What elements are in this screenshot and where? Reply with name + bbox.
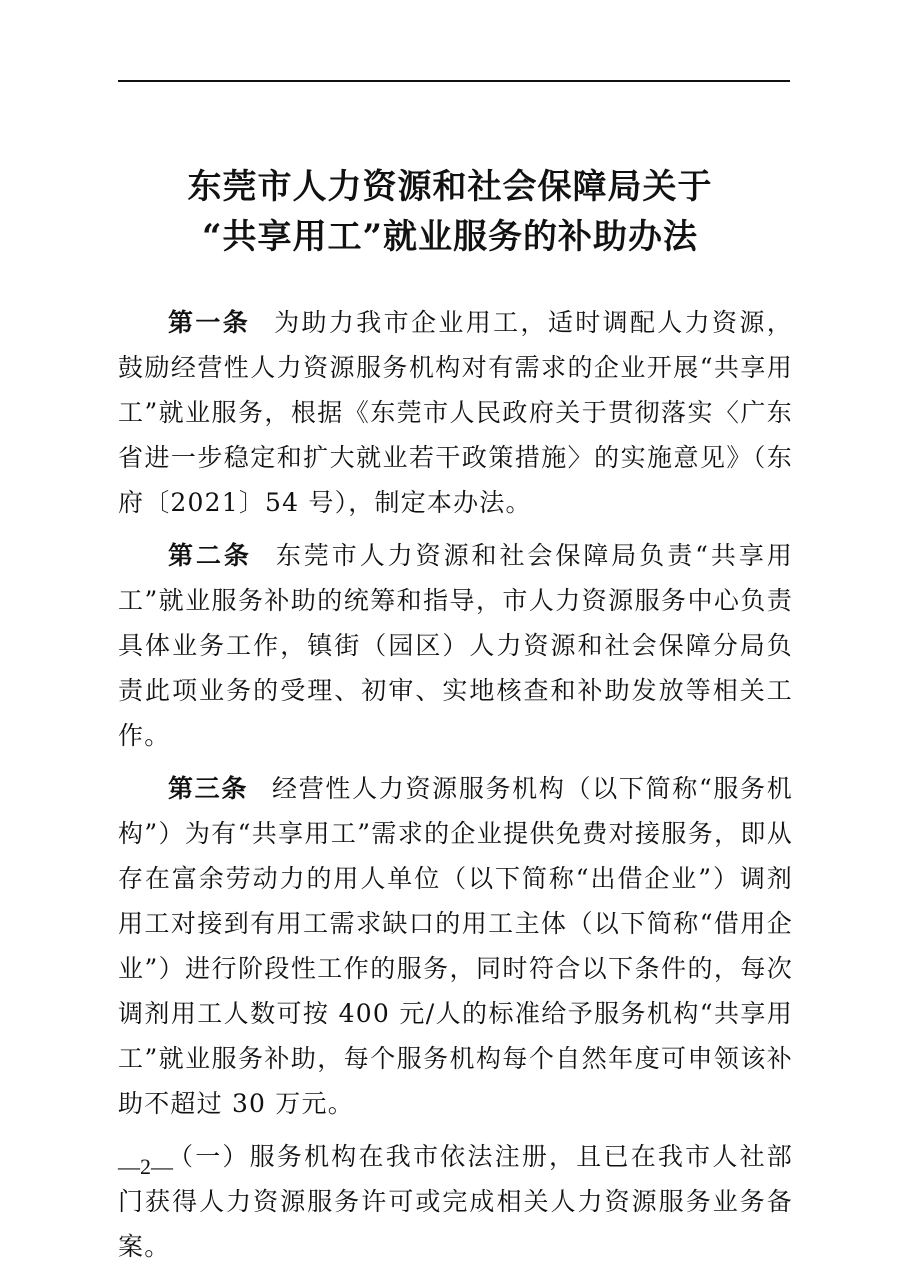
title-line-1: 东莞市人力资源和社会保障局关于 [187,167,713,207]
article-1-text: 为助力我市企业用工，适时调配人力资源，鼓励经营性人力资源服务机构对有需求的企业开展“共享用工”就业服务，根据《东莞市人民政府关于贯彻落实〈广东省进一步稳定和扩大就业若干政策措施〉的实施意见》（东府〔2021〕54 号），制定本办法。 [118,308,793,517]
document-body [118,300,793,1277]
article-2 [118,533,793,758]
document-title [0,162,900,262]
article-3 [118,766,793,1126]
header-rule [118,80,790,82]
title-line-2: “共享用工”就业服务的补助办法 [201,217,699,257]
article-2-text: 东莞市人力资源和社会保障局负责“共享用工”就业服务补助的统筹和指导，市人力资源服务中心负责具体业务工作，镇街（园区）人力资源和社会保障分局负责此项业务的受理、初审、实地核查和补助发放等相关工作。 [118,541,793,750]
article-3-text: 经营性人力资源服务机构（以下简称“服务机构”）为有“共享用工”需求的企业提供免费对接服务，即从存在富余劳动力的用人单位（以下简称“出借企业”）调剂用工对接到有用工需求缺口的用工主体（以下简称“借用企业”）进行阶段性工作的服务，同时符合以下条件的，每次调剂用工人数可按 400 元/人的标准给予服务机构“共享用工”就业服务补助，每个服务机构每个自然年度可申领该补助不超过 30 万元。 [118,774,793,1118]
article-2-label: 第二条 [168,541,252,570]
page-number: —2— [118,1154,173,1179]
article-1 [118,300,793,525]
sub-item-1: （一）服务机构在我市依法注册，且已在我市人社部门获得人力资源服务许可或完成相关人力资源服务业务备案。 [118,1142,793,1261]
article-1-label: 第一条 [168,308,251,337]
article-3-label: 第三条 [168,774,249,803]
